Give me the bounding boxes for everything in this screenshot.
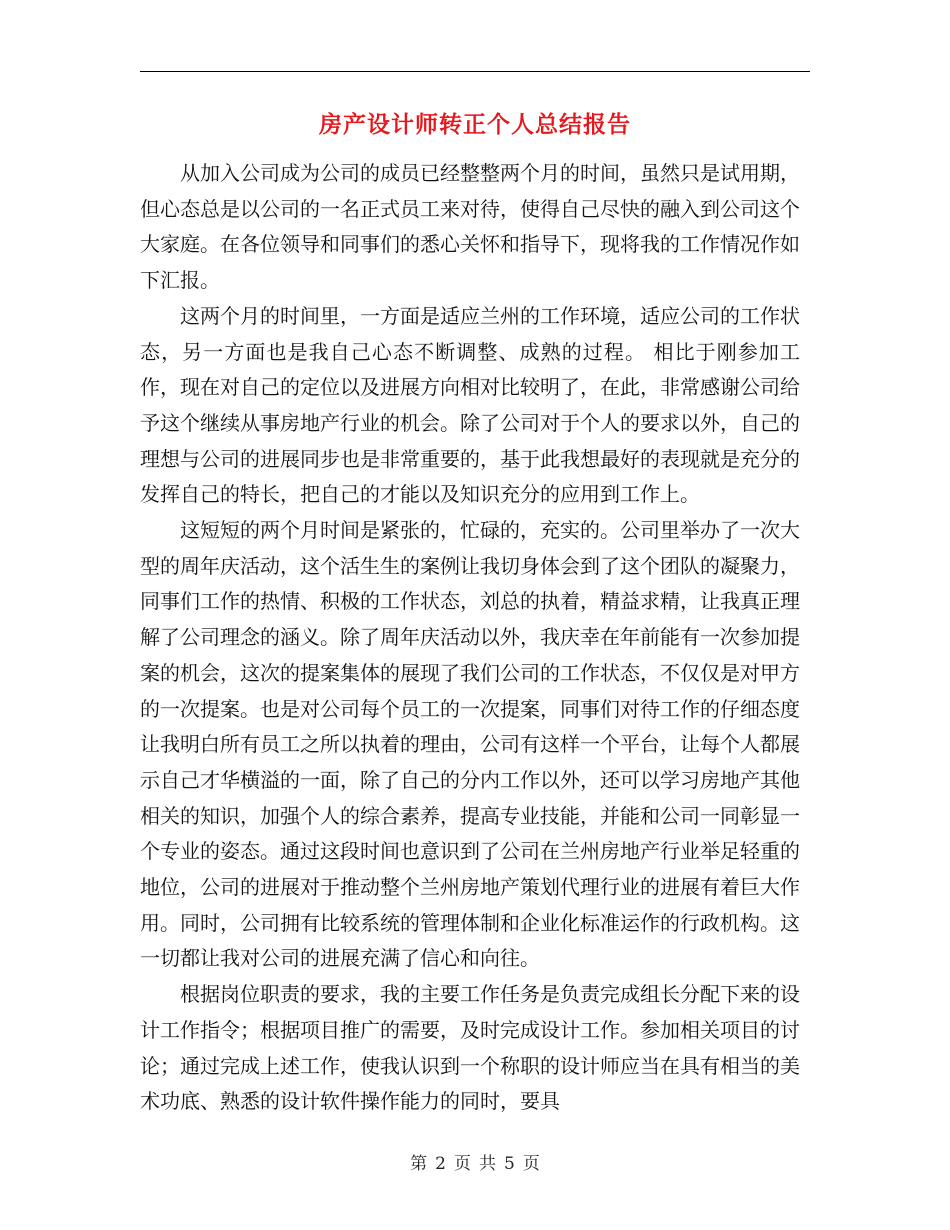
paragraph-4: 根据岗位职责的要求，我的主要工作任务是负责完成组长分配下来的设计工作指令；根据项目推广的需要，及时完成设计工作。参加相关项目的讨论；通过完成上述工作，使我认识到一个称职的设计师应当在具有相当的美术功底、熟悉的设计软件操作能力的同时，要具 [140,982,800,1114]
footer-page-word: 页 [454,1154,471,1174]
paragraph-1: 从加入公司成为公司的成员已经整整两个月的时间，虽然只是试用期，但心态总是以公司的一名正式员工来对待，使得自己尽快的融入到公司这个大家庭。在各位领导和同事们的悉心关怀和指导下，现将我的工作情况作如下汇报。 [140,161,800,293]
document-body [140,156,800,1120]
header-rule [140,71,810,72]
paragraph-3: 这短短的两个月时间是紧张的，忙碌的，充实的。公司里举办了一次大型的周年庆活动，这个活生生的案例让我切身体会到了这个团队的凝聚力，同事们工作的热情、积极的工作状态，刘总的执着，精益求精，让我真正理解了公司理念的涵义。除了周年庆活动以外，我庆幸在年前能有一次参加提案的机会，这次的提案集体的展现了我们公司的工作状态，不仅仅是对甲方的一次提案。也是对公司每个员工的一次提案，同事们对待工作的仔细态度让我明白所有员工之所以执着的理由，公司有这样一个平台，让每个人都展示自己才华横溢的一面，除了自己的分内工作以外，还可以学习房地产其他相关的知识，加强个人的综合素养，提高专业技能，并能和公司一同彰显一个专业的姿态。通过这段时间也意识到了公司在兰州房地产行业举足轻重的地位，公司的进展对于推动整个兰州房地产策划代理行业的进展有着巨大作用。同时，公司拥有比较系统的管理体制和企业化标准运作的行政机构。这一切都让我对公司的进展充满了信心和向往。 [140,518,800,971]
footer-page-prefix: 第 [410,1154,428,1174]
footer-current-page: 2 [435,1154,446,1174]
paragraph-2: 这两个月的时间里，一方面是适应兰州的工作环境，适应公司的工作状态，另一方面也是我自己心态不断调整、成熟的过程。 相比于刚参加工作，现在对自己的定位以及进展方向相对比较明了，在此，非常感谢公司给予这个继续从事房地产行业的机会。除了公司对于个人的要求以外，自己的理想与公司的进展同步也是非常重要的，基于此我想最好的表现就是充分的发挥自己的特长，把自己的才能以及知识充分的应用到工作上。 [140,303,800,507]
page-footer [0,1152,950,1176]
footer-total-pages: 5 [504,1154,515,1174]
footer-total-prefix: 共 [479,1154,496,1174]
document-title: 房产设计师转正个人总结报告 [319,111,631,138]
footer-total-suffix: 页 [522,1154,540,1174]
